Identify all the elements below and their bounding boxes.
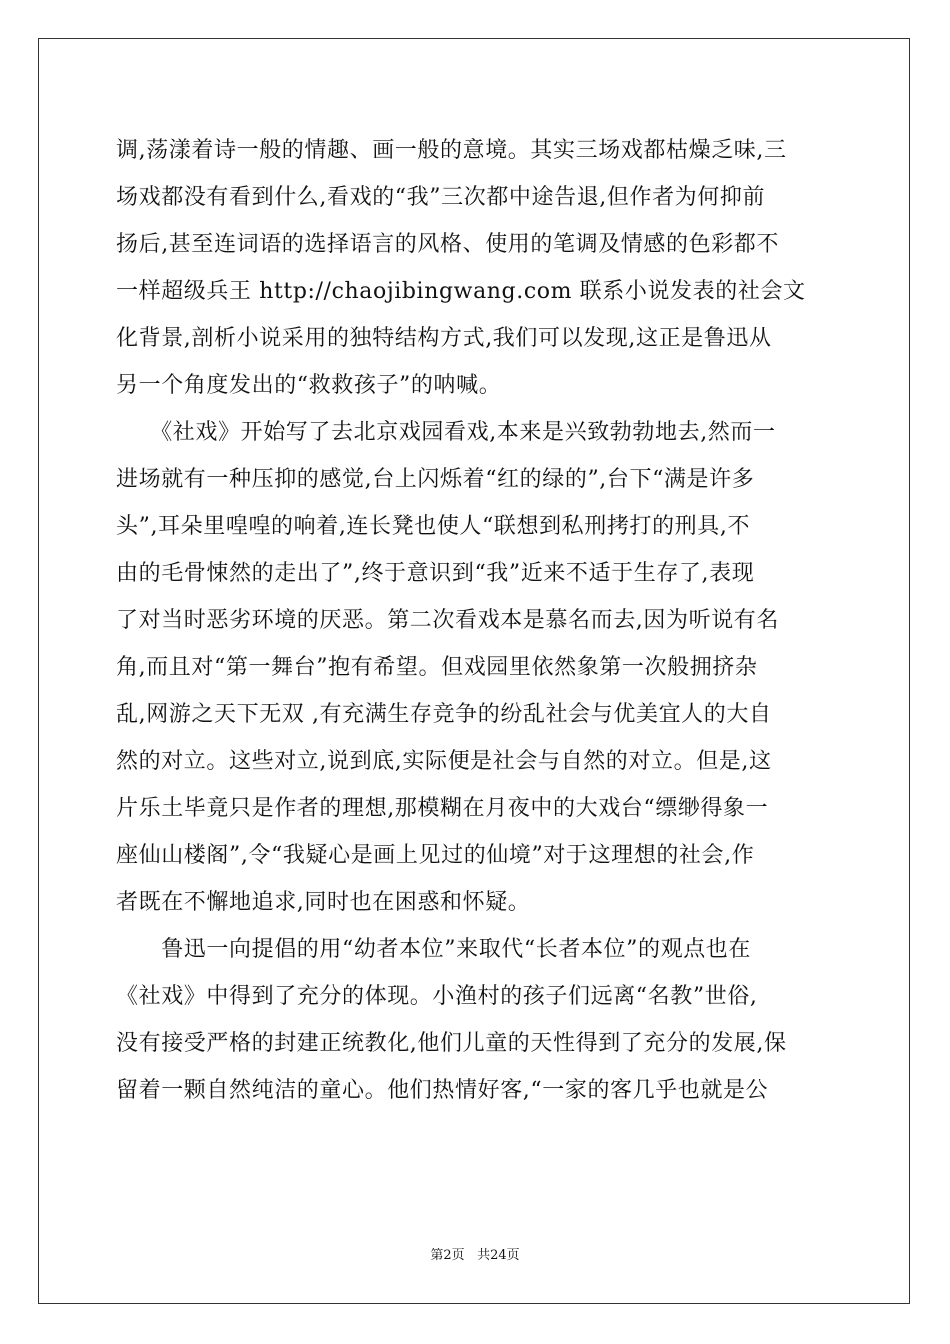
text-line: 乱,网游之天下无双 ,有充满生存竞争的纷乱社会与优美宜人的大自 — [116, 702, 772, 727]
document-body — [116, 127, 836, 1114]
text-line: 由的毛骨悚然的走出了”,终于意识到“我”近来不适于生存了,表现 — [116, 561, 755, 586]
text-line: 头”,耳朵里喤喤的响着,连长凳也使人“联想到私刑拷打的刑具,不 — [116, 514, 751, 539]
text-line: 《社戏》中得到了充分的体现。小渔村的孩子们远离“名教”世俗, — [116, 984, 758, 1009]
text-line: 没有接受严格的封建正统教化,他们儿童的天性得到了充分的发展,保 — [116, 1031, 787, 1056]
page-number: 第2页 — [430, 1248, 465, 1263]
text-line: 进场就有一种压抑的感觉,台上闪烁着“红的绿的”,台下“满是许多 — [116, 467, 755, 492]
text-line: 者既在不懈地追求,同时也在困惑和怀疑。 — [116, 890, 531, 915]
text-line: 留着一颗自然纯洁的童心。他们热情好客,“一家的客几乎也就是公 — [116, 1078, 769, 1103]
text-line: 了对当时恶劣环境的厌恶。第二次看戏本是慕名而去,因为听说有名 — [116, 608, 779, 633]
text-line: 然的对立。这些对立,说到底,实际便是社会与自然的对立。但是,这 — [116, 749, 772, 774]
text-line: 化背景,剖析小说采用的独特结构方式,我们可以发现,这正是鲁迅从 — [116, 326, 772, 351]
text-line: 座仙山楼阁”,令“我疑心是画上见过的仙境”对于这理想的社会,作 — [116, 843, 755, 868]
text-line: 《社戏》开始写了去北京戏园看戏,本来是兴致勃勃地去,然而一 — [116, 420, 776, 445]
text-line: 片乐土毕竟只是作者的理想,那模糊在月夜中的大戏台“缥缈得象一 — [116, 796, 769, 821]
text-line: 扬后,甚至连词语的选择语言的风格、使用的笔调及情感的色彩都不 — [116, 232, 779, 257]
text-line: 场戏都没有看到什么,看戏的“我”三次都中途告退,但作者为何抑前 — [116, 185, 766, 210]
page-footer — [0, 1244, 950, 1263]
text-line: 鲁迅一向提倡的用“幼者本位”来取代“长者本位”的观点也在 — [116, 937, 751, 962]
page-total: 共24页 — [477, 1248, 520, 1263]
text-line: 角,而且对“第一舞台”抱有希望。但戏园里依然象第一次般拥挤杂 — [116, 655, 758, 680]
text-line: 另一个角度发出的“救救孩子”的呐喊。 — [116, 373, 502, 398]
text-line: 一样超级兵王 http://chaojibingwang.com 联系小说发表的社会文 — [116, 279, 806, 304]
text-line: 调,荡漾着诗一般的情趣、画一般的意境。其实三场戏都枯燥乏味,三 — [116, 138, 787, 163]
